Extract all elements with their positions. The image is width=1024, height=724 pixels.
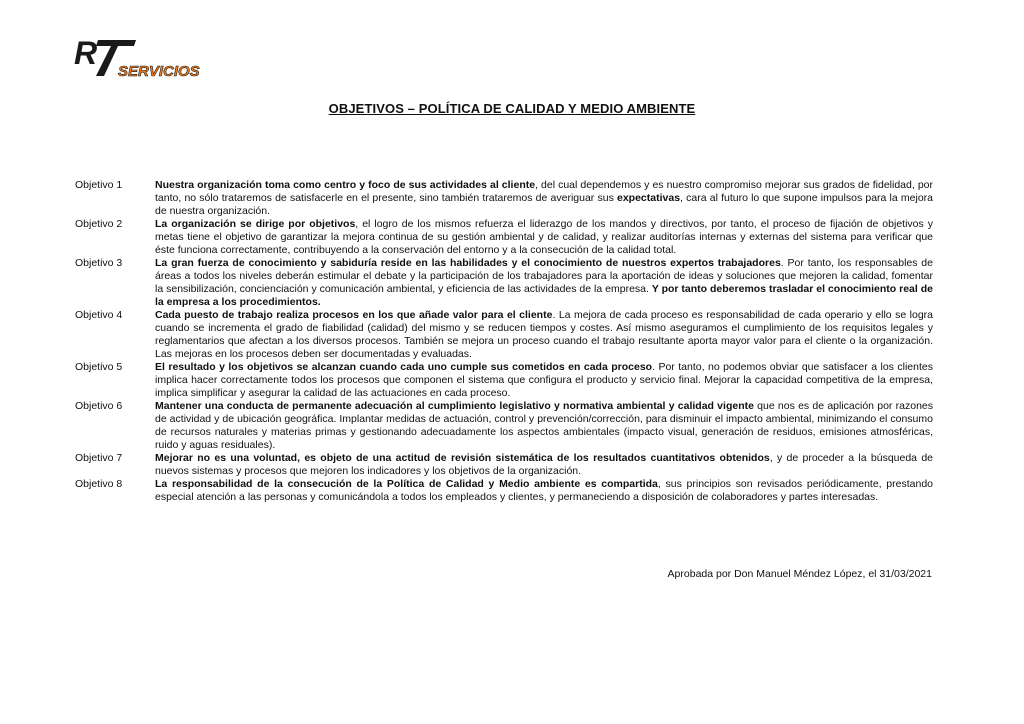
objective-text — [155, 361, 933, 400]
objective-item — [75, 218, 933, 257]
objective-label: Objetivo 5 — [75, 361, 123, 373]
objective-text-segment: , cara al futuro lo que supone impulsos para la mejora de nuestra organización. — [155, 192, 933, 217]
document-title: OBJETIVOS – POLÍTICA DE CALIDAD Y MEDIO AMBIENTE — [328, 101, 696, 116]
objective-label: Objetivo 7 — [75, 452, 123, 464]
logo-mark-r: R — [74, 36, 96, 71]
objective-text-bold: La responsabilidad de la consecución de la Política de Calidad y Medio ambiente es compartida — [155, 478, 658, 490]
objective-text-segment: , del cual dependemos y es nuestro compromiso mejorar sus grados de fidelidad, por tanto, no sólo trataremos de satisfacerle en el presente, sino también trataremos de averiguar sus — [155, 179, 933, 204]
objective-text-bold: El resultado y los objetivos se alcanzan cuando cada uno cumple sus cometidos en cada proceso — [155, 361, 653, 373]
objective-label: Objetivo 1 — [75, 179, 123, 191]
objective-text-bold: Mantener una conducta de permanente adecuación al cumplimiento legislativo y normativa ambiental y calidad vigente — [155, 400, 754, 412]
objective-text — [155, 400, 933, 452]
objective-item — [75, 478, 933, 504]
objective-item — [75, 452, 933, 478]
approval-note: Aprobada por Don Manuel Méndez López, el 31/03/2021 — [667, 568, 932, 580]
objective-text-segment: . La mejora de cada proceso es responsabilidad de cada operario y ello se logra cuando se incrementa el grado de fiabilidad (calidad) del mismo y se reducen tiempos y costes. Así mismo aseguramos el cumplimiento de los requisitos legales y reglamentarios que afectan a los diversos procesos. También se mejora un proceso cuando el trabajo resultante aporta mayor valor para el cliente o la organización. Las mejoras en los procesos deben ser documentadas y evaluadas. — [155, 309, 934, 360]
objective-text — [155, 179, 933, 218]
objective-text-segment: que nos es de aplicación por razones de actividad y de ubicación geográfica. Implantar medidas de actuación, control y prevención/corrección, para disminuir el impacto ambiental, minimizando el consumo de recursos naturales y materias primas y gestionando adecuadamente los aspectos ambientales (impacto visual, generación de residuos, emisiones atmosféricas, ruido y aguas residuales). — [155, 400, 933, 451]
objective-text-bold: La gran fuerza de conocimiento y sabiduría reside en las habilidades y el conocimiento de nuestros expertos trabajadores — [155, 257, 781, 269]
objective-text-segment: . Por tanto, los responsables de áreas a todos los niveles deberán estimular el debate y la participación de los trabajadores para la aportación de ideas y soluciones que mejoren la calidad, fomentar la sensibilización, concienciación y comunicación ambiental, y eficiencia de las actividades de la empresa. — [155, 257, 933, 295]
objective-text — [155, 309, 933, 361]
objective-label: Objetivo 4 — [75, 309, 123, 321]
objective-label: Objetivo 3 — [75, 257, 123, 269]
objective-item — [75, 257, 933, 309]
objective-item — [75, 309, 933, 361]
objective-text — [155, 478, 933, 504]
objective-item — [75, 179, 933, 218]
objective-text-bold: La organización se dirige por objetivos — [155, 218, 356, 230]
objective-text-segment: . Por tanto, no podemos obviar que satisfacer a los clientes implica hacer correctamente todos los procesos que componen el sistema que configura el producto y servicio final. Mejorar la capacidad competitiva de la empresa, implica simplificar y asegurar la calidad de las actuaciones en cada proceso. — [155, 361, 933, 399]
objective-text-bold: Y por tanto deberemos trasladar el conocimiento real de la empresa a los procedimientos. — [155, 283, 933, 308]
objective-text — [155, 452, 933, 478]
objective-text-segment: , el logro de los mismos refuerza el liderazgo de los mandos y directivos, por tanto, el proceso de fijación de objetivos y metas tiene el objetivo de garantizar la mejora continua de su gestión ambiental y de calidad, y realizar auditorías internas y externas del sistema para verificar que éste funciona correctamente, contribuyendo a la conservación del entorno y a la consecución de la calidad total. — [155, 218, 933, 256]
objective-text-bold: Nuestra organización toma como centro y foco de sus actividades al cliente — [155, 179, 536, 191]
objectives-list — [75, 179, 933, 504]
objective-label: Objetivo 8 — [75, 478, 123, 490]
objective-text-bold: Cada puesto de trabajo realiza procesos en los que añade valor para el cliente — [155, 309, 553, 321]
objective-item — [75, 361, 933, 400]
logo-wordmark: SERVICIOS — [118, 63, 200, 80]
objective-label: Objetivo 6 — [75, 400, 123, 412]
company-logo — [74, 36, 244, 80]
objective-text — [155, 218, 933, 257]
objective-text-bold: Mejorar no es una voluntad, es objeto de una actitud de revisión sistemática de los resultados cuantitativos obtenidos — [155, 452, 770, 464]
objective-label: Objetivo 2 — [75, 218, 123, 230]
objective-text — [155, 257, 933, 309]
objective-text-segment: , y de proceder a la búsqueda de nuevos sistemas y procesos que mejoren los indicadores y los objetivos de la organización. — [155, 452, 934, 477]
objective-item — [75, 400, 933, 452]
objective-text-bold: expectativas — [617, 192, 681, 204]
r7-servicios-logo — [74, 36, 244, 80]
objective-text-segment: , sus principios son revisados periódicamente, prestando especial atención a las personas y comunicándola a todos los empleados y clientes, y permaneciendo a disposición de colaboradores y partes interesadas. — [155, 478, 933, 503]
